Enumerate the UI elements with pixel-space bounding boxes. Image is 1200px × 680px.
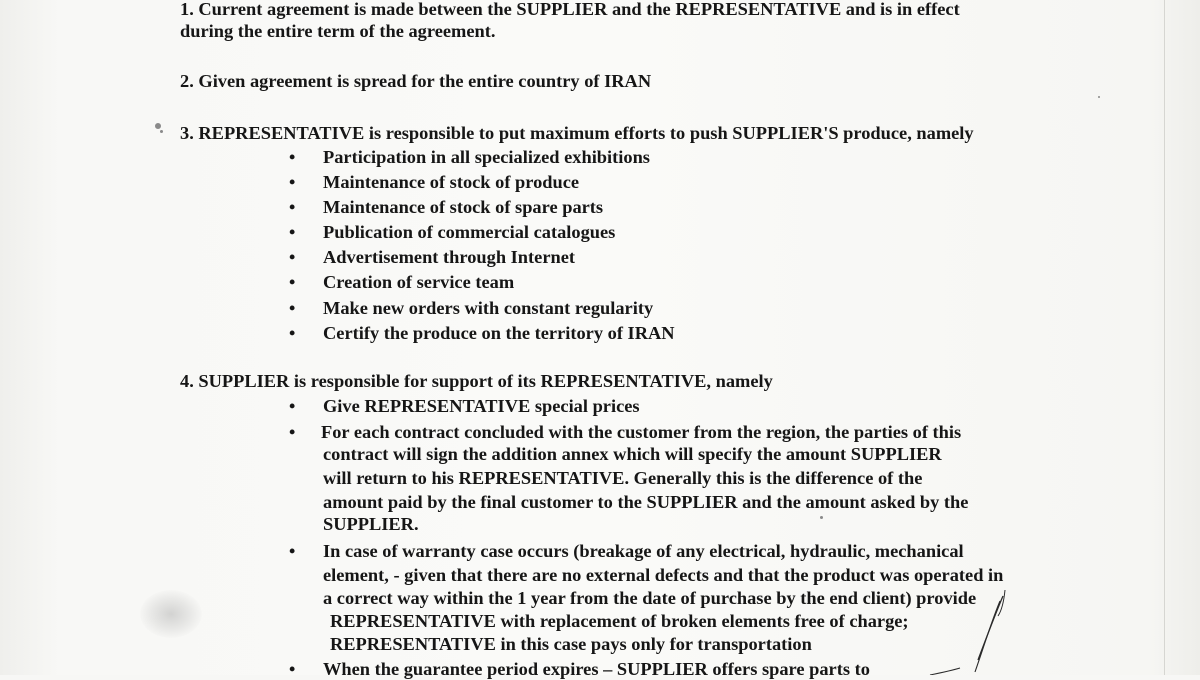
section-3-bullet-5: Advertisement through Internet [323, 247, 575, 267]
bullet-icon: • [289, 541, 296, 561]
section-2-line-1: 2. Given agreement is spread for the entire country of IRAN [180, 71, 652, 91]
section-4-bullet-3-line-2: element, - given that there are no external defects and that the product was operated in [323, 565, 1004, 585]
bullet-icon: • [289, 147, 296, 167]
section-3-bullet-6: Creation of service team [323, 272, 515, 292]
bullet-icon: • [289, 298, 296, 318]
section-3-heading: 3. REPRESENTATIVE is responsible to put maximum efforts to push SUPPLIER'S produce, namely [180, 123, 974, 143]
section-4-bullet-3-line-5: REPRESENTATIVE in this case pays only for transportation [330, 634, 812, 654]
bullet-icon: • [289, 422, 296, 442]
section-3-bullet-4: Publication of commercial catalogues [323, 222, 616, 242]
bullet-icon: • [289, 247, 296, 267]
section-4-bullet-3-line-1: In case of warranty case occurs (breakage of any electrical, hydraulic, mechanical [323, 541, 964, 561]
bullet-icon: • [289, 659, 296, 679]
section-4-bullet-2-line-5: SUPPLIER. [323, 514, 419, 534]
section-4-bullet-2-line-1: For each contract concluded with the customer from the region, the parties of this [321, 422, 962, 442]
section-4-bullet-2-line-4: amount paid by the final customer to the SUPPLIER and the amount asked by the [323, 492, 969, 512]
section-4-bullet-2-line-3: will return to his REPRESENTATIVE. Generally this is the difference of the [323, 468, 923, 488]
bullet-icon: • [289, 222, 296, 242]
section-1-line-1: 1. Current agreement is made between the SUPPLIER and the REPRESENTATIVE and is in effect [180, 0, 960, 19]
section-4-bullet-2-line-2: contract will sign the addition annex which will specify the amount SUPPLIER [323, 444, 942, 464]
section-3-bullet-1: Participation in all specialized exhibitions [323, 147, 650, 167]
section-4-bullet-3-line-3: a correct way within the 1 year from the date of purchase by the end client) provide [323, 588, 977, 608]
bullet-icon: • [289, 272, 296, 292]
bullet-icon: • [289, 323, 296, 343]
section-3-bullet-8: Certify the produce on the territory of IRAN [323, 323, 675, 343]
section-3-bullet-7: Make new orders with constant regularity [323, 298, 654, 318]
bullet-icon: • [289, 396, 296, 416]
section-4-heading: 4. SUPPLIER is responsible for support of its REPRESENTATIVE, namely [180, 371, 773, 391]
section-4-bullet-3-line-4: REPRESENTATIVE with replacement of broken elements free of charge; [330, 611, 909, 631]
bullet-icon: • [289, 172, 296, 192]
section-4-bullet-1: Give REPRESENTATIVE special prices [323, 396, 640, 416]
section-3-bullet-2: Maintenance of stock of produce [323, 172, 580, 192]
section-4-bullet-4-line-1: When the guarantee period expires – SUPPLIER offers spare parts to [323, 659, 870, 679]
section-3-bullet-3: Maintenance of stock of spare parts [323, 197, 604, 217]
section-1-line-2: during the entire term of the agreement. [180, 21, 496, 41]
bullet-icon: • [289, 197, 296, 217]
